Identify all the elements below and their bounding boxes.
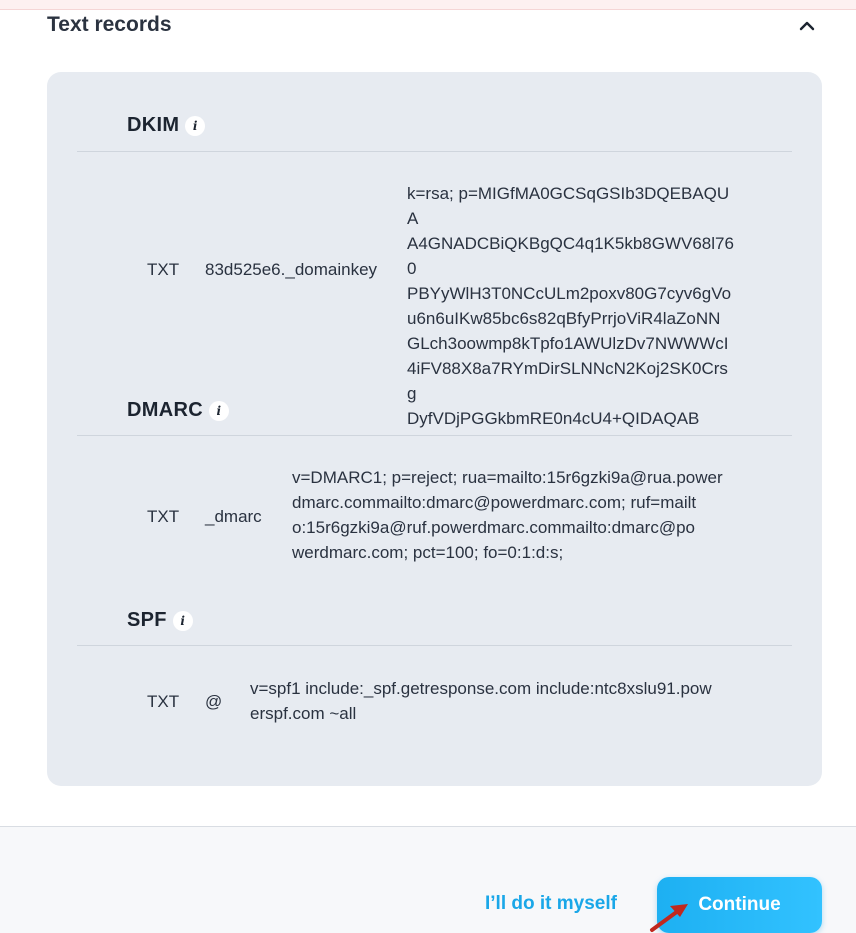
dmarc-title: DMARC <box>127 399 203 421</box>
dmarc-type: TXT <box>147 507 180 526</box>
chevron-up-icon <box>799 21 815 31</box>
dkim-value-line: DyfVDjPGGkbmRE0n4cU4+QIDAQAB <box>407 409 700 428</box>
pointer-arrow-icon <box>648 895 696 933</box>
top-edge-strip <box>0 0 856 10</box>
dmarc-value-line: v=DMARC1; p=reject; rua=mailto:15r6gzki9a@rua.power <box>292 468 723 487</box>
dkim-value-line: A4GNADCBiQKBgQC4q1K5kb8GWV68l760 <box>407 234 734 278</box>
dmarc-value-line: werdmarc.com; pct=100; fo=0:1:d:s; <box>292 543 564 562</box>
dkim-divider <box>77 151 792 152</box>
spf-host[interactable]: @ <box>205 692 223 711</box>
continue-button[interactable]: Continue <box>657 877 822 933</box>
dkim-type: TXT <box>147 260 180 279</box>
dkim-value-line: PBYyWlH3T0NCcULm2poxv80G7cyv6gVo <box>407 284 732 303</box>
dkim-value-line: 4iFV88X8a7RYmDirSLNNcN2Koj2SK0Crsg <box>407 359 728 403</box>
spf-divider <box>77 645 792 646</box>
dkim-heading <box>127 114 205 137</box>
text-records-section <box>0 10 856 826</box>
do-it-myself-link[interactable]: I’ll do it myself <box>485 893 617 914</box>
collapse-button[interactable] <box>794 13 820 39</box>
footer-divider <box>0 826 856 827</box>
spf-title: SPF <box>127 609 167 631</box>
info-icon[interactable]: i <box>185 116 205 136</box>
dkim-title: DKIM <box>127 114 180 136</box>
records-card <box>47 72 822 786</box>
dmarc-value-line: dmarc.commailto:dmarc@powerdmarc.com; ruf=mailt <box>292 493 697 512</box>
dmarc-value-line: o:15r6gzki9a@ruf.powerdmarc.commailto:dmarc@po <box>292 518 696 537</box>
spf-type: TXT <box>147 692 180 711</box>
dkim-host[interactable]: 83d525e6._domainkey <box>205 260 378 279</box>
info-icon[interactable]: i <box>173 611 193 631</box>
section-title: Text records <box>47 13 172 36</box>
dmarc-heading <box>127 399 229 422</box>
dmarc-divider <box>77 435 792 436</box>
dkim-value[interactable] <box>407 181 737 431</box>
info-icon[interactable]: i <box>209 401 229 421</box>
dmarc-host[interactable]: _dmarc <box>205 507 262 526</box>
spf-value-line: v=spf1 include:_spf.getresponse.com include:ntc8xslu91.pow <box>250 679 712 698</box>
dmarc-value[interactable] <box>292 465 732 565</box>
spf-value[interactable] <box>250 676 750 726</box>
spf-value-line: erspf.com ~all <box>250 704 357 723</box>
spf-heading <box>127 609 193 632</box>
dkim-value-line: u6n6uIKw85bc6s82qBfyPrrjoViR4laZoNN <box>407 309 721 328</box>
dkim-value-line: k=rsa; p=MIGfMA0GCSqGSIb3DQEBAQUA <box>407 184 730 228</box>
dkim-value-line: GLch3oowmp8kTpfo1AWUlzDv7NWWWcI <box>407 334 729 353</box>
